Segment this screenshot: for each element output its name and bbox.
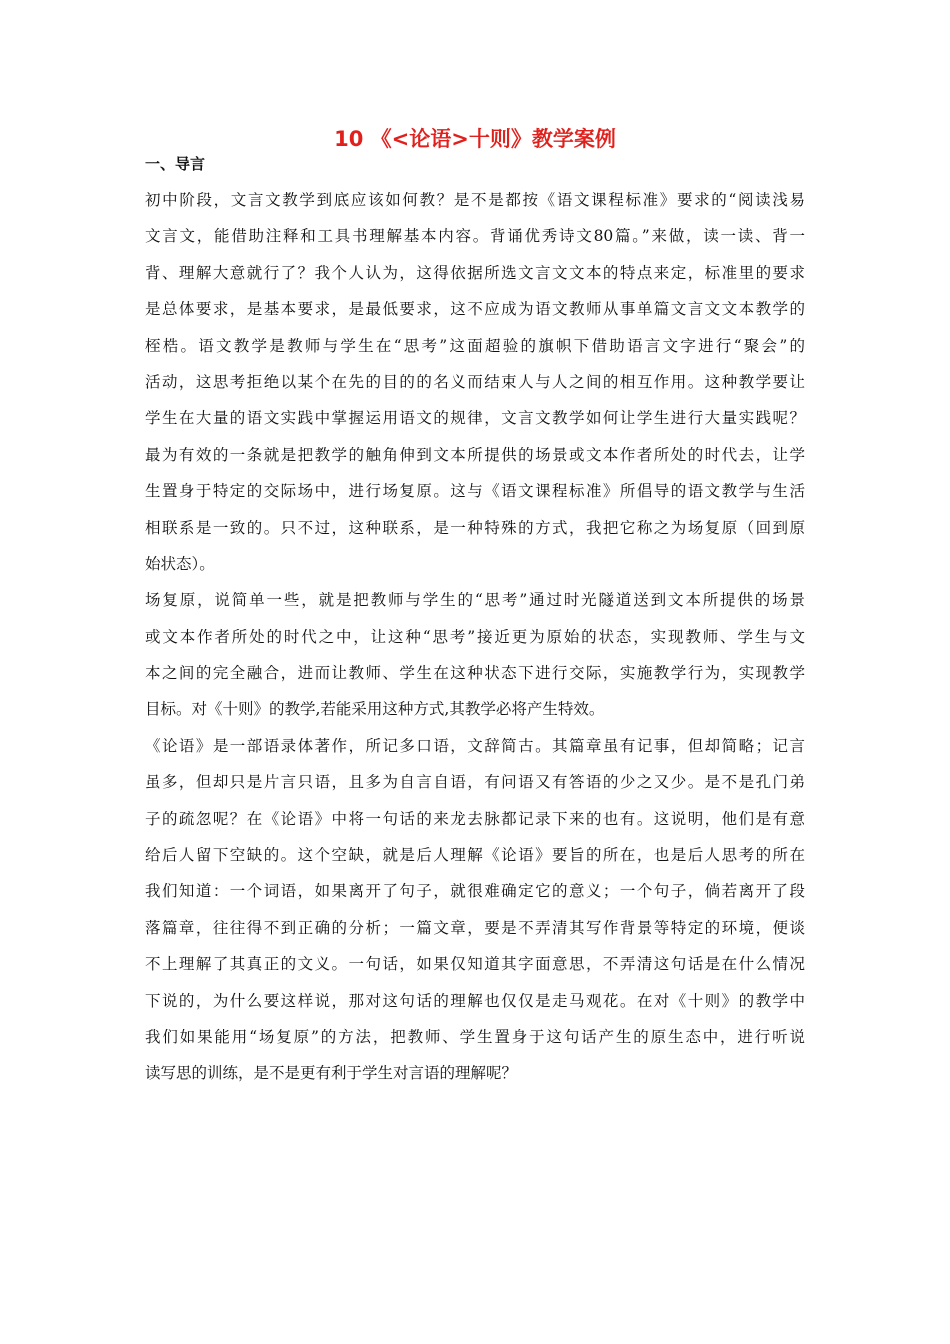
text-line: 活动，这思考拒绝以某个在先的目的的名义而结束人与人之间的相互作用。这种教学要让 — [145, 372, 805, 391]
text-line: 读写思的训练，是不是更有利于学生对言语的理解呢？ — [145, 1064, 518, 1083]
section-heading: 一、导言 — [145, 155, 206, 173]
document-title: 10 《<论语>十则》教学案例 — [334, 127, 616, 151]
text-line: 始状态）。 — [145, 554, 215, 573]
body-text — [145, 182, 805, 1092]
text-line: 我们知道：一个词语，如果离开了句子，就很难确定它的意义；一个句子，倘若离开了段 — [145, 882, 805, 901]
text-line: 虽多，但却只是片言只语，且多为自言自语，有问语又有答语的少之又少。是不是孔门弟 — [145, 773, 805, 792]
text-line: 或文本作者所处的时代之中，让这种“思考”接近更为原始的状态，实现教师、学生与文 — [145, 627, 805, 646]
text-line: 相联系是一致的。只不过，这种联系，是一种特殊的方式，我把它称之为场复原（回到原 — [145, 518, 805, 537]
text-line: 《论语》是一部语录体著作，所记多口语，文辞简古。其篇章虽有记事，但却简略；记言 — [145, 736, 805, 755]
text-line: 给后人留下空缺的。这个空缺，就是后人理解《论语》要旨的所在，也是后人思考的所在 — [145, 846, 805, 865]
text-line: 初中阶段，文言文教学到底应该如何教？是不是都按《语文课程标准》要求的“阅读浅易 — [145, 191, 805, 209]
text-line: 不上理解了其真正的文义。一句话，如果仅知道其字面意思，不弄清这句话是在什么情况 — [145, 955, 805, 974]
text-line: 场复原，说简单一些，就是把教师与学生的“思考”通过时光隧道送到文本所提供的场景 — [145, 591, 805, 610]
text-line: 最为有效的一条就是把教学的触角伸到文本所提供的场景或文本作者所处的时代去，让学 — [145, 445, 805, 464]
text-line: 下说的，为什么要这样说，那对这句话的理解也仅仅是走马观花。在对《十则》的教学中 — [145, 991, 805, 1010]
text-line: 学生在大量的语文实践中掌握运用语文的规律，文言文教学如何让学生进行大量实践呢？ — [145, 409, 805, 428]
text-line: 桎梏。语文教学是教师与学生在“思考”这面超验的旗帜下借助语言文字进行“聚会”的 — [145, 336, 805, 355]
text-line: 背、理解大意就行了？我个人认为，这得依据所选文言文文本的特点来定，标准里的要求 — [145, 263, 805, 282]
text-line: 本之间的完全融合，进而让教师、学生在这种状态下进行交际，实施教学行为，实现教学 — [145, 664, 805, 683]
text-line: 子的疏忽呢？在《论语》中将一句话的来龙去脉都记录下来的也有。这说明，他们是有意 — [145, 809, 805, 828]
text-line: 生置身于特定的交际场中，进行场复原。这与《语文课程标准》所倡导的语文教学与生活 — [145, 482, 805, 501]
text-line: 我们如果能用“场复原”的方法，把教师、学生置身于这句话产生的原生态中，进行听说 — [145, 1027, 805, 1046]
text-line: 是总体要求，是基本要求，是最低要求，这不应成为语文教师从事单篇文言文文本教学的 — [145, 300, 805, 319]
text-line: 目标。对《十则》的教学,若能采用这种方式,其教学必将产生特效。 — [145, 700, 605, 719]
text-line: 文言文，能借助注释和工具书理解基本内容。背诵优秀诗文80篇。”来做，读一读、背一 — [145, 227, 805, 246]
text-line: 落篇章，往往得不到正确的分析；一篇文章，要是不弄清其写作背景等特定的环境，便谈 — [145, 918, 805, 937]
